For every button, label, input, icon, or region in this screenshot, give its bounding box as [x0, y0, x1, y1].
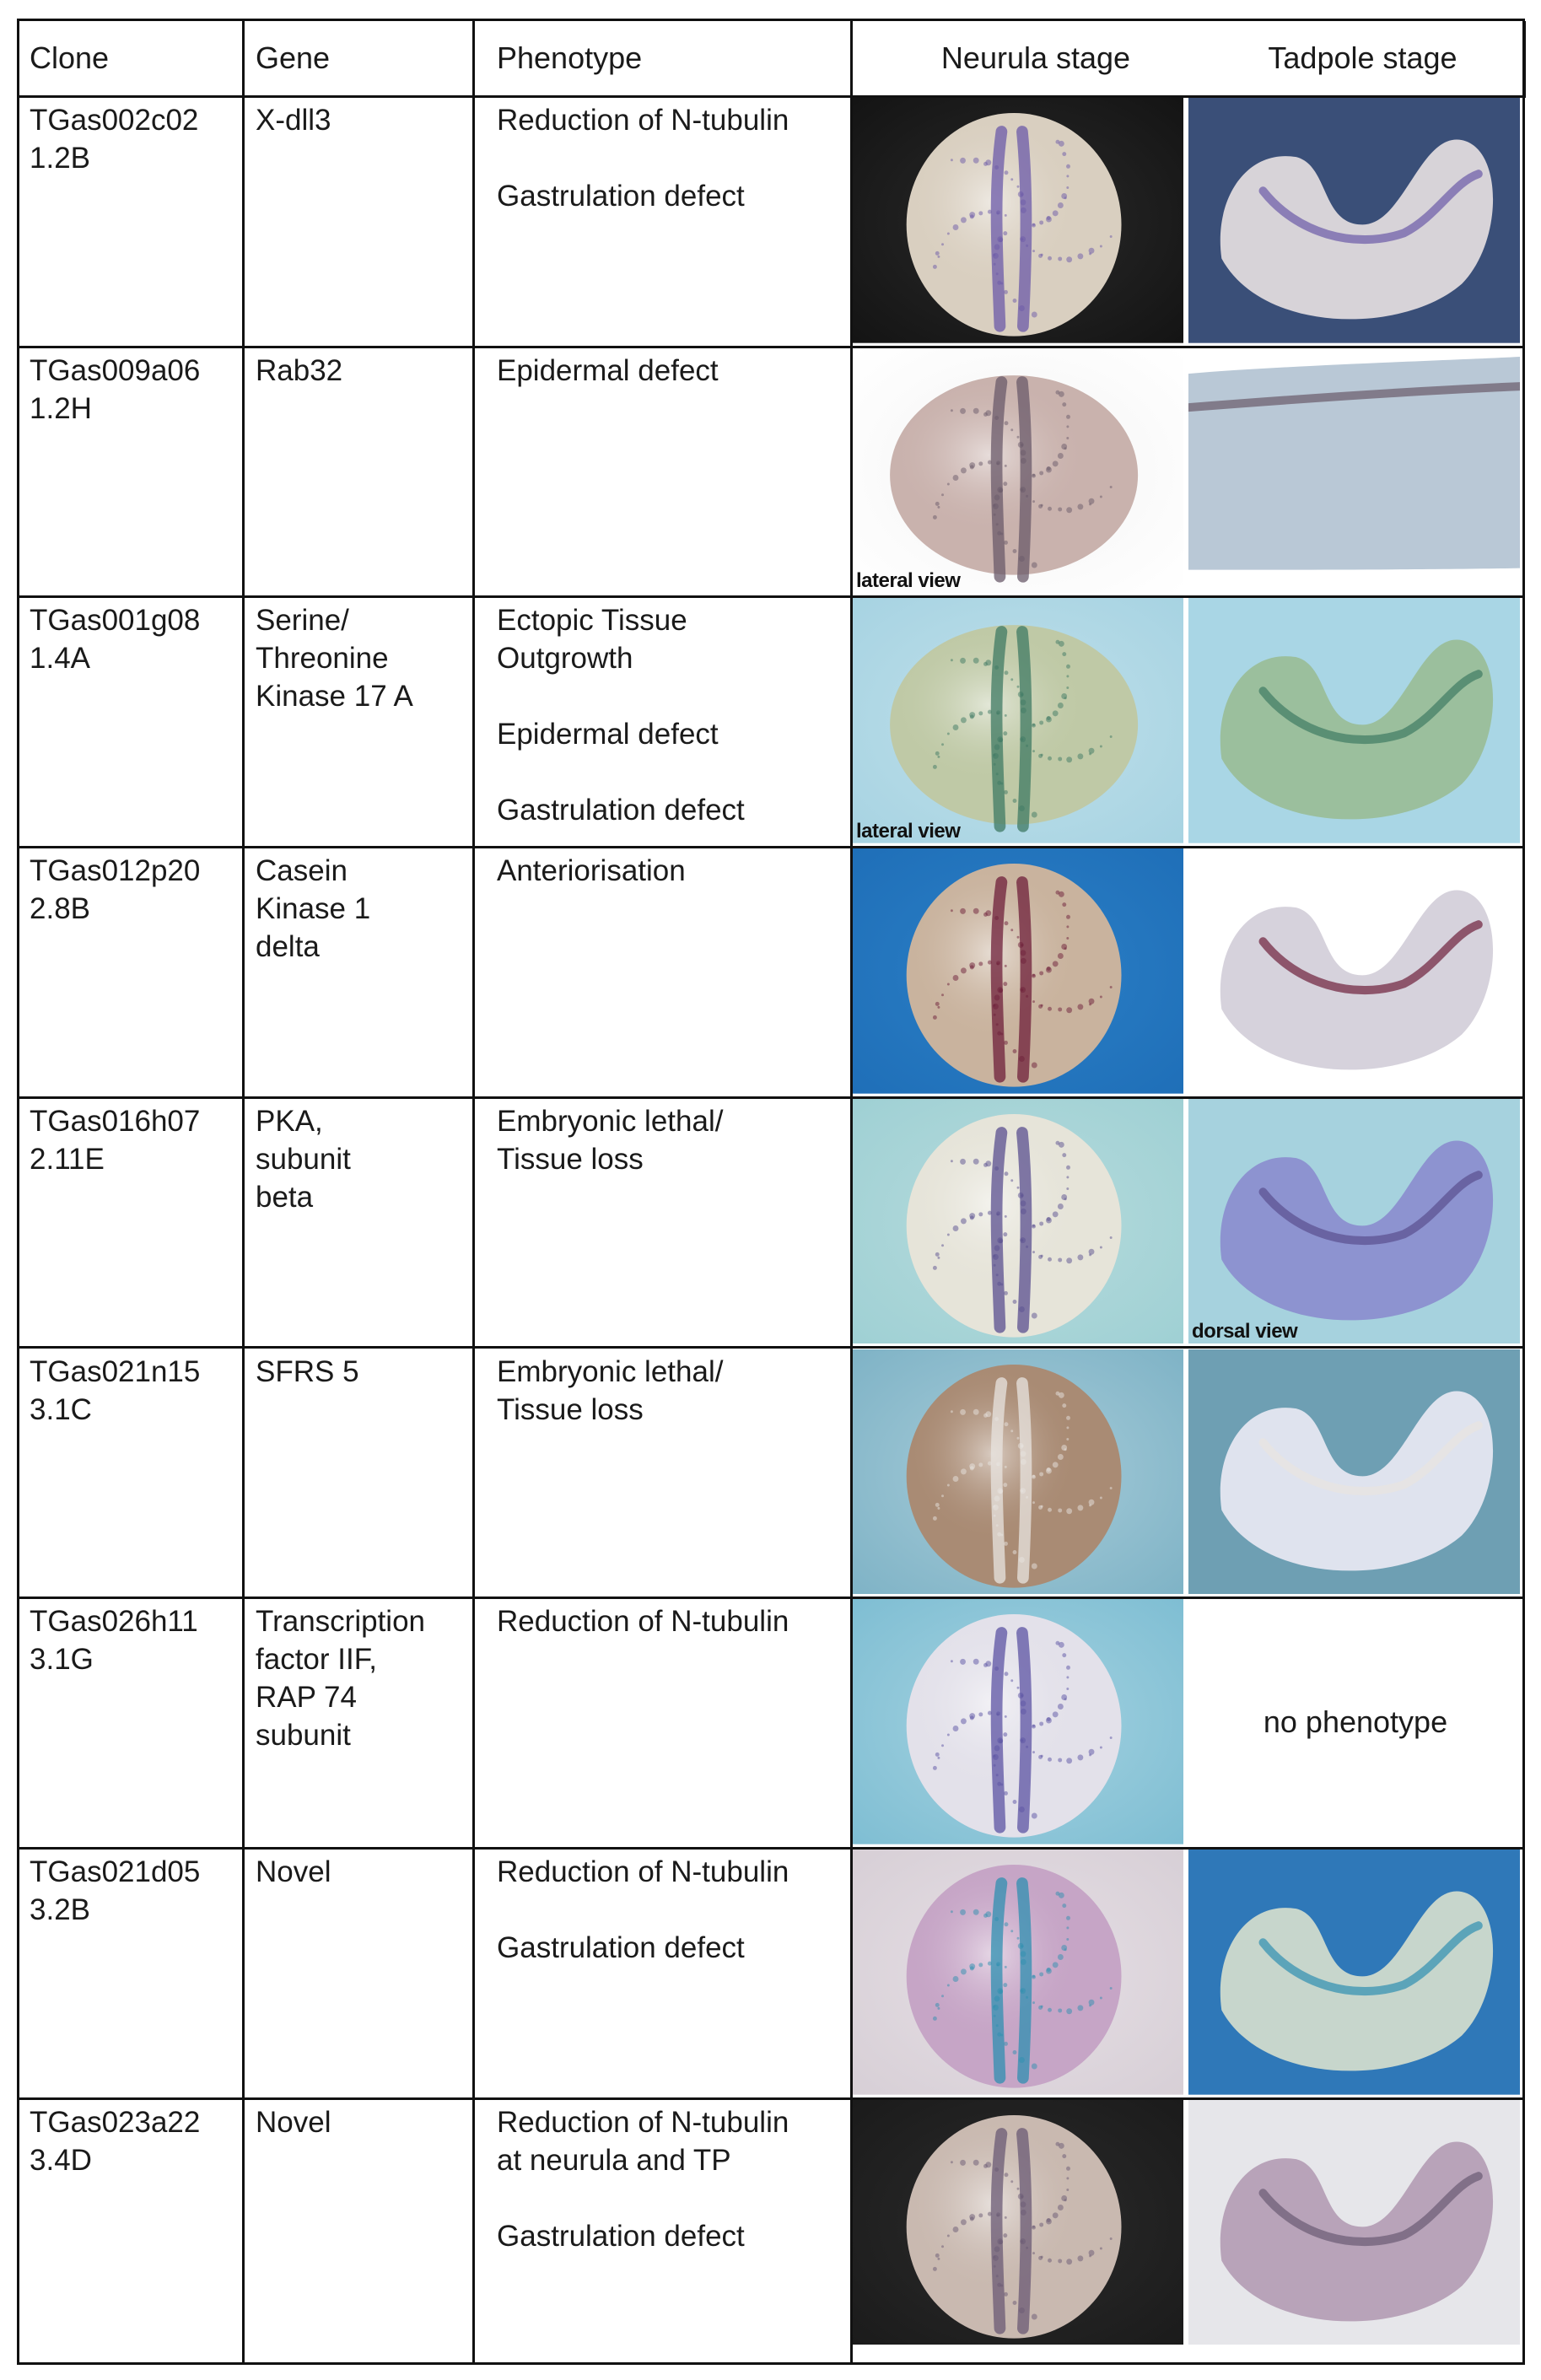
- phenotype-cell-line: Gastrulation defect: [497, 2219, 745, 2253]
- neurula-stage-image: [853, 1850, 1183, 2095]
- gene-cell-line: Rab32: [256, 353, 343, 387]
- phenotype-cell: [497, 1349, 849, 1597]
- gene-cell: [256, 1850, 471, 2097]
- phenotype-cell-line: Epidermal defect: [497, 353, 719, 387]
- clone-cell-line: 3.2B: [30, 1893, 90, 1926]
- gene-cell: [256, 98, 471, 346]
- clone-cell-line: TGas001g08: [30, 604, 201, 638]
- gene-cell: [256, 848, 471, 1096]
- neurula-stage-image: [853, 598, 1183, 843]
- gene-cell-line: Threonine: [256, 642, 389, 676]
- table-row: [19, 848, 1522, 1099]
- phenotype-cell: [497, 1599, 849, 1847]
- gene-cell-line: delta: [256, 930, 320, 964]
- phenotype-cell-line: [497, 139, 849, 177]
- table-row: [19, 1099, 1522, 1349]
- gene-cell-line: X-dll3: [256, 104, 331, 137]
- phenotype-cell-line: Tissue loss: [497, 1392, 644, 1426]
- phenotype-cell-line: Embryonic lethal/: [497, 1354, 724, 1388]
- tadpole-stage-image: [1188, 1349, 1520, 1595]
- phenotype-cell-line: Reduction of N-tubulin: [497, 104, 789, 137]
- phenotype-cell-line: Tissue loss: [497, 1142, 644, 1176]
- phenotype-cell-line: Outgrowth: [497, 642, 633, 676]
- clone-cell: [30, 1850, 240, 2097]
- gene-cell-line: beta: [256, 1180, 314, 1214]
- clone-cell: [30, 2100, 240, 2350]
- header-clone: Clone: [30, 40, 110, 75]
- tadpole-no-phenotype-text: no phenotype: [1263, 1704, 1448, 1739]
- clone-cell-line: 1.2B: [30, 142, 90, 175]
- neurula-stage-image: [853, 98, 1183, 343]
- phenotype-cell-line: Anteriorisation: [497, 854, 686, 888]
- phenotype-cell-line: [497, 677, 849, 715]
- clone-cell-line: TGas016h07: [30, 1104, 201, 1138]
- table-row: [19, 348, 1522, 599]
- gene-cell-line: Kinase 1: [256, 892, 371, 926]
- table-row: [19, 598, 1522, 848]
- clone-cell: [30, 1599, 240, 1847]
- gene-cell: [256, 1599, 471, 1847]
- phenotype-cell-line: Gastrulation defect: [497, 1930, 745, 1964]
- table-header: [19, 21, 1522, 98]
- column-divider: [1523, 21, 1526, 98]
- phenotype-cell-line: Gastrulation defect: [497, 794, 745, 827]
- tadpole-stage-image: [1188, 2100, 1520, 2345]
- phenotype-cell-line: [497, 2179, 849, 2217]
- results-table: [17, 19, 1525, 2365]
- phenotype-cell-line: Embryonic lethal/: [497, 1104, 724, 1138]
- gene-cell-line: Serine/: [256, 604, 349, 638]
- gene-cell-line: Novel: [256, 2105, 331, 2139]
- phenotype-cell: [497, 98, 849, 346]
- clone-cell-line: TGas021d05: [30, 1855, 201, 1888]
- phenotype-cell: [497, 1099, 849, 1347]
- tadpole-stage-image: [1188, 598, 1520, 843]
- gene-cell-line: PKA,: [256, 1104, 323, 1138]
- gene-cell: [256, 598, 471, 846]
- clone-cell: [30, 98, 240, 346]
- clone-cell-line: TGas021n15: [30, 1354, 201, 1388]
- clone-cell-line: 2.8B: [30, 892, 90, 926]
- table-row: [19, 1850, 1522, 2100]
- phenotype-cell: [497, 348, 849, 596]
- clone-cell: [30, 848, 240, 1096]
- neurula-caption: lateral view: [856, 569, 961, 593]
- header-tadpole: Tadpole stage: [1268, 40, 1457, 75]
- gene-cell-line: subunit: [256, 1719, 351, 1753]
- clone-cell: [30, 348, 240, 596]
- gene-cell-line: Casein: [256, 854, 348, 888]
- tadpole-stage-image: [1188, 1099, 1520, 1344]
- tadpole-stage-image: [1188, 848, 1520, 1094]
- clone-cell: [30, 1349, 240, 1597]
- phenotype-cell: [497, 598, 849, 846]
- phenotype-cell-line: Reduction of N-tubulin: [497, 1605, 789, 1639]
- header-gene: Gene: [256, 40, 331, 75]
- clone-cell-line: TGas026h11: [30, 1605, 198, 1639]
- neurula-stage-image: [853, 1599, 1183, 1844]
- gene-cell-line: SFRS 5: [256, 1354, 359, 1388]
- clone-cell: [30, 1099, 240, 1347]
- gene-cell: [256, 2100, 471, 2350]
- neurula-stage-image: [853, 2100, 1183, 2345]
- clone-cell-line: 3.1C: [30, 1392, 92, 1426]
- phenotype-cell: [497, 2100, 849, 2350]
- gene-cell: [256, 348, 471, 596]
- phenotype-cell-line: Epidermal defect: [497, 718, 719, 751]
- tadpole-stage-image: [1188, 1850, 1520, 2095]
- phenotype-cell-line: Reduction of N-tubulin: [497, 2105, 789, 2139]
- gene-cell-line: factor IIF,: [256, 1643, 377, 1677]
- tadpole-caption: dorsal view: [1192, 1320, 1298, 1343]
- phenotype-cell: [497, 848, 849, 1096]
- table-row: [19, 98, 1522, 348]
- clone-cell-line: 1.4A: [30, 642, 90, 676]
- clone-cell-line: 3.4D: [30, 2143, 92, 2177]
- clone-cell-line: TGas023a22: [30, 2105, 201, 2139]
- phenotype-cell-line: Gastrulation defect: [497, 180, 745, 213]
- gene-cell-line: Novel: [256, 1855, 331, 1888]
- clone-cell: [30, 598, 240, 846]
- table-row: [19, 1349, 1522, 1600]
- neurula-stage-image: [853, 1099, 1183, 1344]
- gene-cell: [256, 1349, 471, 1597]
- clone-cell-line: TGas009a06: [30, 353, 201, 387]
- clone-cell-line: 1.2H: [30, 391, 92, 425]
- gene-cell-line: RAP 74: [256, 1681, 357, 1715]
- gene-cell-line: subunit: [256, 1142, 351, 1176]
- neurula-stage-image: [853, 1349, 1183, 1595]
- phenotype-cell-line: at neurula and TP: [497, 2143, 731, 2177]
- gene-cell: [256, 1099, 471, 1347]
- clone-cell-line: TGas002c02: [30, 104, 199, 137]
- gene-cell-line: Transcription: [256, 1605, 425, 1639]
- tadpole-stage-image: [1188, 348, 1520, 594]
- table-row: [19, 1599, 1522, 1850]
- clone-cell-line: 2.11E: [30, 1142, 105, 1176]
- neurula-stage-image: [853, 348, 1183, 594]
- phenotype-cell-line: Reduction of N-tubulin: [497, 1855, 789, 1888]
- gene-cell-line: Kinase 17 A: [256, 680, 413, 713]
- neurula-stage-image: [853, 848, 1183, 1094]
- phenotype-cell: [497, 1850, 849, 2097]
- table-row: [19, 2100, 1522, 2350]
- tadpole-stage-image: [1188, 98, 1520, 343]
- phenotype-cell-line: [497, 753, 849, 791]
- clone-cell-line: 3.1G: [30, 1643, 94, 1677]
- header-phenotype: Phenotype: [497, 40, 643, 75]
- phenotype-cell-line: Ectopic Tissue: [497, 604, 687, 638]
- neurula-caption: lateral view: [856, 820, 961, 843]
- header-neurula: Neurula stage: [940, 40, 1131, 75]
- clone-cell-line: TGas012p20: [30, 854, 201, 888]
- phenotype-cell-line: [497, 1891, 849, 1929]
